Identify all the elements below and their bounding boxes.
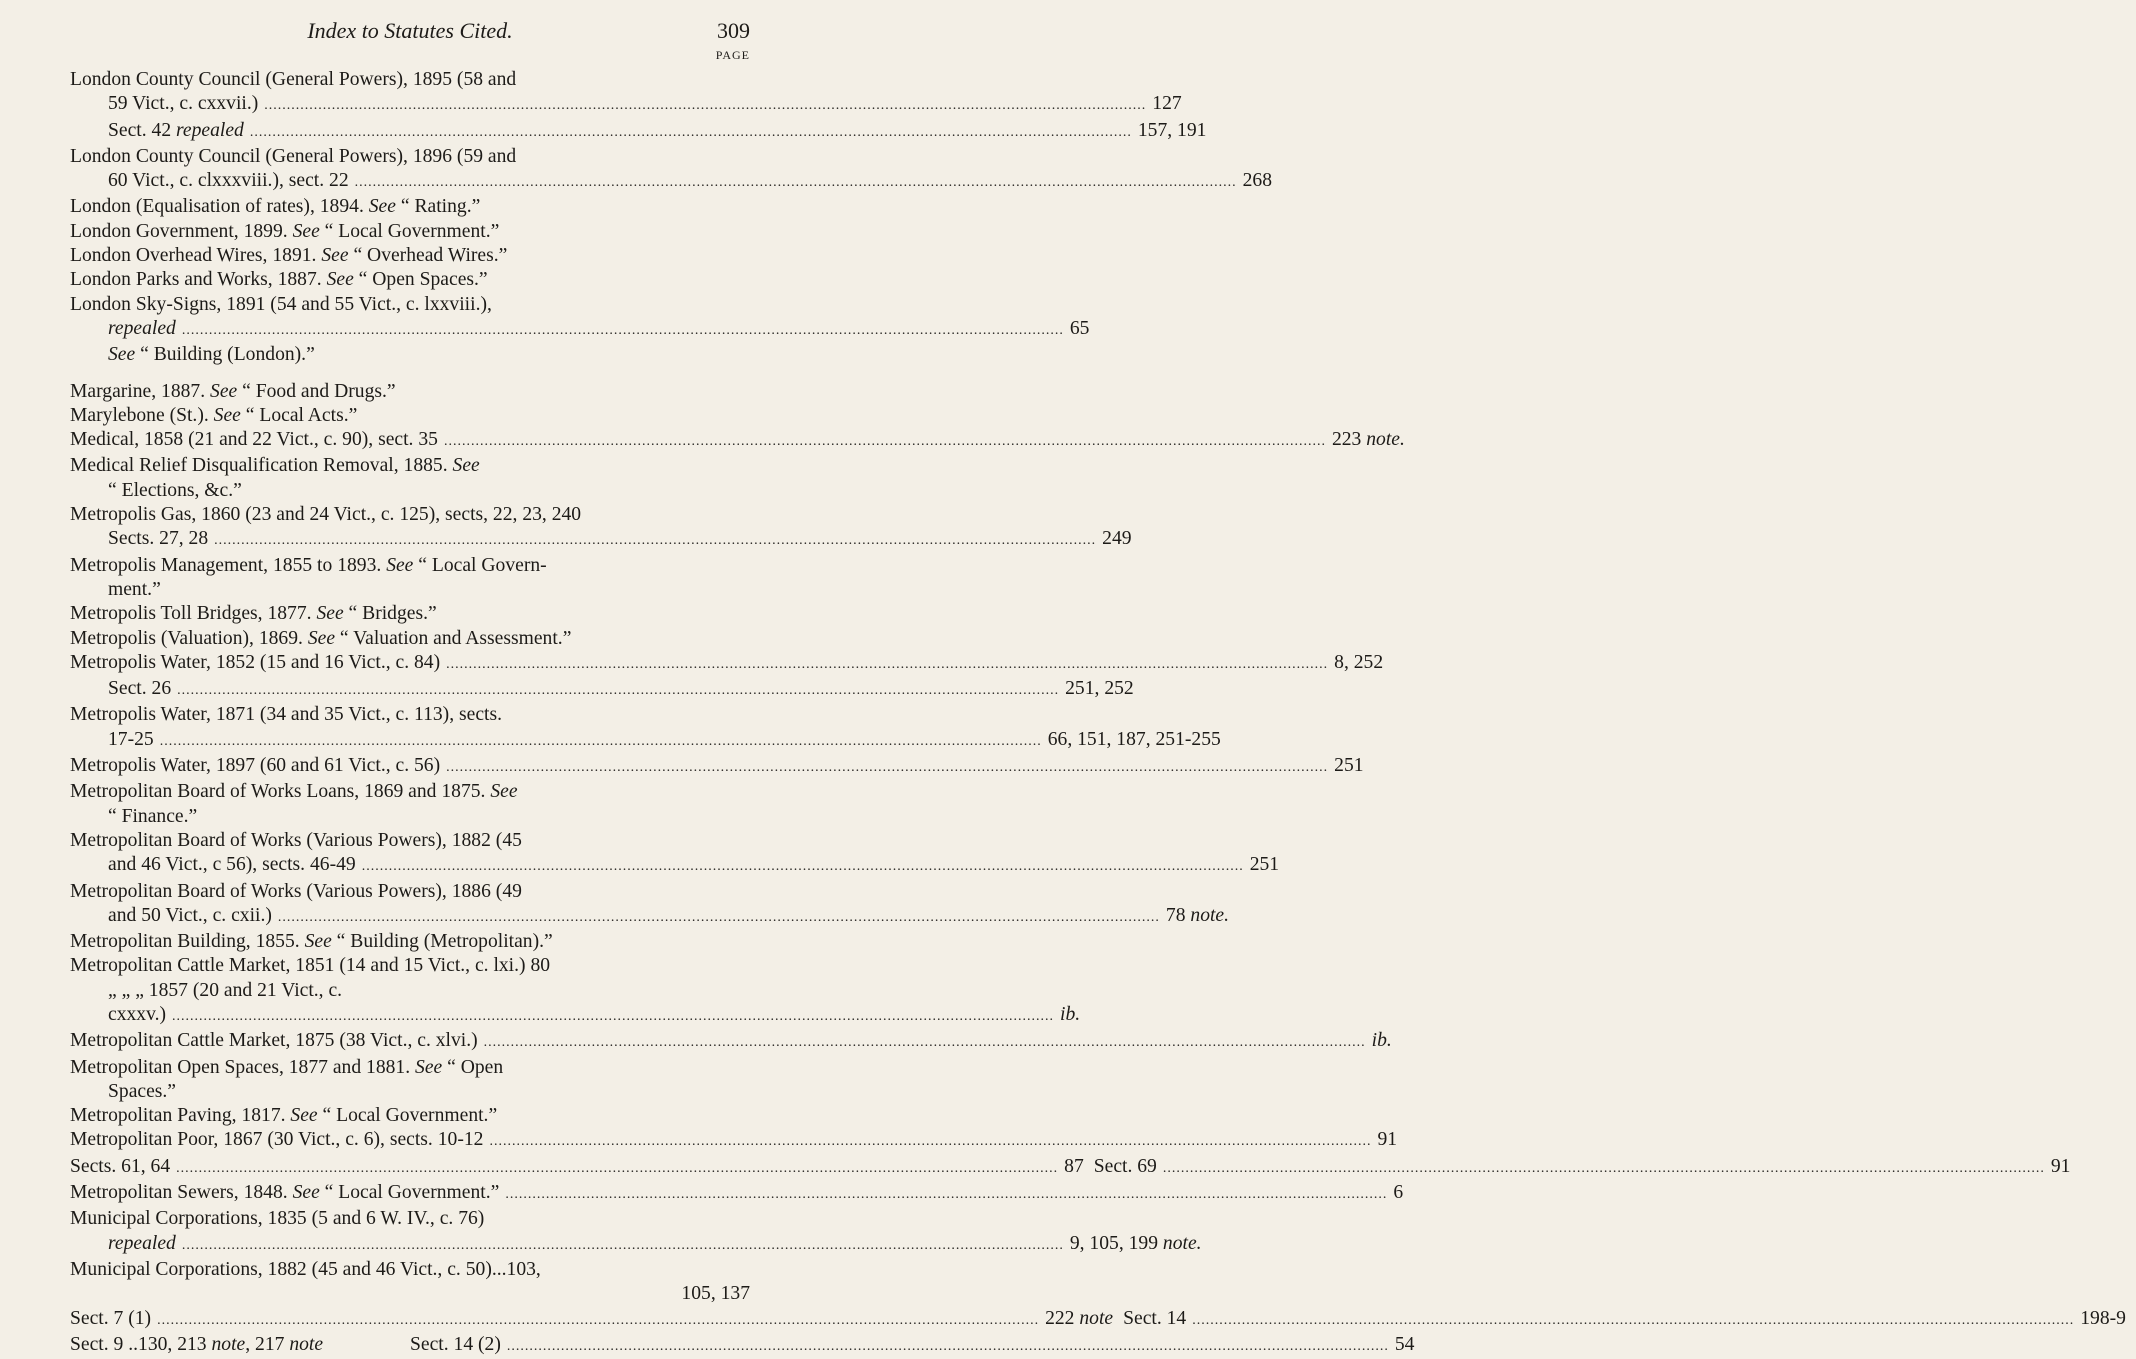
entry-text	[108, 92, 258, 116]
entry-line	[70, 754, 1364, 780]
entry-line	[70, 244, 750, 268]
page-reference	[1060, 1003, 1080, 1027]
index-entry	[70, 1155, 2071, 1181]
index-entry	[70, 1333, 1415, 1359]
entry-text-part: Metropolitan Open Spaces, 1877 and 1881.	[70, 1056, 416, 1078]
entry-line	[70, 651, 1384, 677]
page-number-text: 251, 252	[1065, 678, 1134, 700]
cross-reference: “ Overhead Wires.”	[348, 245, 508, 267]
entry-text-part: Metropolis Toll Bridges, 1877.	[70, 603, 317, 625]
split-right-line	[1094, 1155, 2081, 1181]
entry-line	[70, 1207, 750, 1231]
dot-leader	[507, 1335, 1389, 1359]
see-reference: See	[386, 554, 414, 576]
entry-line	[70, 1056, 750, 1080]
entry-text-part: Metropolitan Cattle Market, 1851 (14 and 15 Vict., c. lxi.) 80	[70, 955, 551, 977]
index-entry	[70, 527, 1132, 553]
page-reference	[1395, 1333, 1415, 1357]
entry-text-part: Metropolitan Cattle Market, 1875 (38 Vict., c. xlvi.)	[70, 1030, 478, 1052]
see-reference: See	[368, 196, 396, 218]
entry-text-part: London Government, 1899.	[70, 220, 293, 242]
index-entry	[70, 195, 750, 219]
entry-subline	[70, 904, 1230, 930]
entry-text	[70, 1307, 151, 1331]
see-reference: See	[292, 1182, 320, 1204]
page-number-text: 268	[1242, 170, 1273, 192]
index-entry	[70, 703, 1221, 754]
entry-text-part: Metropolis Water, 1897 (60 and 61 Vict., c. 56)	[70, 755, 441, 777]
entry-text	[108, 317, 176, 341]
dot-leader	[250, 121, 1132, 145]
index-entry	[70, 930, 750, 954]
entry-text-part: „ „ „ 1857 (20 and 21 Vict., c.	[108, 979, 343, 1001]
index-entry	[70, 1181, 1404, 1207]
dot-leader	[489, 1130, 1371, 1154]
entry-text	[1094, 1155, 1157, 1179]
continued-page-reference	[70, 1282, 750, 1306]
dot-leader	[444, 430, 1326, 454]
dot-leader	[177, 679, 1059, 703]
page-reference	[1372, 1029, 1392, 1053]
page-number-text: 65	[1069, 317, 1090, 339]
dot-leader	[172, 1005, 1054, 1029]
entry-text-part: Metropolis Gas, 1860 (23 and 24 Vict., c. 125), sects, 22, 23, 240	[70, 504, 582, 526]
entry-text-part: Metropolis Water, 1852 (15 and 16 Vict., c. 84)	[70, 651, 441, 673]
page-reference	[1393, 1181, 1403, 1205]
entry-line	[70, 1104, 750, 1128]
page-number-text: 251	[1249, 854, 1280, 876]
see-reference: See	[307, 627, 336, 649]
entry-text-part: Municipal Corporations, 1882 (45 and 46 Vict., c. 50)...103,	[70, 1258, 541, 1280]
dot-leader	[362, 855, 1244, 879]
see-reference: See	[290, 1105, 318, 1127]
entry-text-part: Sect. 69	[1093, 1155, 1157, 1177]
dot-leader	[1163, 1157, 2045, 1181]
entry-line	[70, 454, 750, 478]
cross-reference: “ Open	[442, 1056, 504, 1078]
entry-text-part: Sect. 14 (2)	[410, 1333, 501, 1355]
index-entry	[70, 1056, 750, 1105]
index-entry	[70, 754, 1364, 780]
entry-text-part: Metropolitan Paving, 1817.	[70, 1105, 291, 1127]
entry-text-part: Metropolis Management, 1855 to 1893.	[70, 554, 387, 576]
index-entry	[70, 145, 1273, 196]
index-entry	[70, 880, 1230, 931]
index-entries	[70, 68, 2126, 1359]
entry-text-part: Marylebone (St.).	[70, 404, 214, 426]
entry-line	[70, 930, 750, 954]
index-entry	[70, 979, 750, 1003]
index-entry	[70, 1207, 1202, 1258]
entry-subline	[70, 317, 1090, 343]
entry-text-part: 59 Vict., c. cxxvii.)	[108, 93, 259, 115]
entry-text-part: and 46 Vict., c 56), sects. 46-49	[108, 854, 356, 876]
entry-line	[70, 880, 750, 904]
entry-text-part: Sect. 42	[108, 119, 177, 141]
entry-text-part: Sect. 14	[1123, 1307, 1187, 1329]
dot-leader	[182, 319, 1064, 343]
entry-text-part: Municipal Corporations, 1835 (5 and 6 W. IV., c. 76)	[70, 1208, 485, 1230]
entry-text	[70, 1128, 483, 1152]
entry-text-part: Medical, 1858 (21 and 22 Vict., c. 90), sect. 35	[70, 429, 438, 451]
split-right-line	[1123, 1307, 2136, 1333]
index-entry	[70, 268, 750, 292]
page-number-text: 91	[2050, 1155, 2071, 1177]
index-entry	[70, 503, 750, 527]
note-marker: note.	[1366, 429, 1405, 451]
entry-line	[70, 268, 750, 292]
see-reference: See	[292, 220, 320, 242]
entry-text-part: “ Building (London).”	[135, 344, 315, 366]
index-entry	[70, 68, 1182, 119]
entry-line	[70, 220, 750, 244]
split-right-line	[410, 1333, 1424, 1359]
entry-text	[70, 428, 438, 452]
entry-text	[70, 1155, 170, 1179]
page-reference	[1048, 728, 1221, 752]
repealed-marker: repealed	[108, 1232, 176, 1254]
entry-text	[70, 1181, 499, 1205]
index-entry	[70, 380, 750, 404]
entry-text	[70, 1029, 478, 1053]
cross-reference: “ Bridges.”	[343, 603, 437, 625]
page-reference	[1377, 1128, 1397, 1152]
split-left-line	[70, 1307, 1123, 1333]
see-reference: See	[213, 404, 241, 426]
entry-text-part: London Overhead Wires, 1891.	[70, 245, 322, 267]
page-reference	[1250, 853, 1279, 877]
entry-text	[108, 1232, 176, 1256]
dot-leader	[214, 529, 1096, 553]
split-entry-row	[70, 1155, 2071, 1181]
index-entry	[70, 1128, 1398, 1154]
page-reference	[1332, 428, 1405, 452]
see-reference: See	[415, 1056, 443, 1078]
note-marker: note.	[1190, 904, 1230, 926]
dot-leader	[505, 1183, 1387, 1207]
entry-subline	[70, 1080, 750, 1104]
entry-text	[108, 1003, 166, 1027]
cross-reference: “ Open Spaces.”	[353, 269, 488, 291]
split-left	[70, 1307, 1123, 1333]
note-marker: note	[1079, 1307, 1114, 1329]
index-entry	[70, 829, 1280, 880]
index-entry	[70, 554, 750, 603]
cross-reference: “ Local Acts.”	[240, 404, 358, 426]
note-marker: ib.	[1371, 1030, 1392, 1052]
entry-line	[70, 503, 750, 527]
index-entry	[70, 244, 750, 268]
index-entry	[70, 119, 1207, 145]
entry-text-part: cxxxv.)	[108, 1003, 167, 1025]
entry-text-part: 17-25	[108, 728, 154, 750]
page-reference	[1243, 169, 1272, 193]
page-reference	[1138, 119, 1207, 143]
entry-text-part: Metropolitan Poor, 1867 (30 Vict., c. 6), sects. 10-12	[70, 1129, 484, 1151]
page-reference	[1334, 754, 1363, 778]
entry-line	[70, 1258, 750, 1282]
section-gap	[70, 368, 750, 380]
entry-subline	[70, 578, 750, 602]
entry-text	[108, 119, 244, 143]
index-entry	[70, 404, 750, 428]
entry-subline	[70, 728, 1221, 754]
page-number-text: 105, 137	[681, 1283, 750, 1305]
page-number: 309	[717, 18, 750, 43]
note-marker: note	[211, 1333, 246, 1355]
index-entry	[70, 1003, 1081, 1029]
see-reference: See	[321, 245, 349, 267]
cross-reference: “ Local Govern-	[413, 554, 547, 576]
page-reference	[1045, 1307, 1113, 1331]
entry-line	[70, 404, 750, 428]
entry-text-part: Metropolitan Board of Works (Various Powers), 1882 (45	[70, 829, 522, 851]
entry-subline	[70, 979, 750, 1003]
dot-leader	[484, 1031, 1366, 1055]
note-marker: ib.	[1060, 1003, 1081, 1025]
entry-text-part: Sects. 27, 28	[108, 528, 209, 550]
page-number-text: 9, 105, 199	[1069, 1232, 1163, 1254]
entry-line	[70, 829, 750, 853]
entry-text-part: Sects. 61, 64	[70, 1155, 171, 1177]
see-reference: See	[108, 344, 136, 366]
entry-text-part: Metropolitan Building, 1855.	[70, 931, 305, 953]
entry-text-part: Margarine, 1887.	[70, 380, 211, 402]
note-marker: note	[289, 1333, 324, 1355]
index-entry	[70, 1029, 1392, 1055]
running-header	[70, 18, 750, 52]
entry-text	[70, 651, 440, 675]
page-reference	[1152, 92, 1181, 116]
entry-text-part: London County Council (General Powers), 1895 (58 and	[70, 69, 517, 90]
index-entry	[70, 454, 750, 503]
entry-subline	[70, 169, 1273, 195]
entry-text-part: 60 Vict., c. clxxxviii.), sect. 22	[108, 170, 349, 192]
entry-text-part: Spaces.”	[108, 1080, 177, 1102]
page-number-text: 249	[1102, 528, 1132, 550]
page-number-text: 8, 252	[1334, 651, 1384, 673]
entry-text-part: , 217	[245, 1333, 290, 1355]
entry-subline	[70, 527, 1132, 553]
page-reference	[2080, 1307, 2126, 1331]
page-number-text: 222	[1045, 1307, 1080, 1329]
cross-reference: “ Local Government.”	[317, 1105, 498, 1127]
page-number-text: 78	[1165, 904, 1191, 926]
page-number-text: 54	[1394, 1333, 1415, 1355]
entry-subline	[70, 343, 750, 367]
page-number-text: 66, 151, 187, 251-255	[1047, 728, 1221, 750]
entry-text	[108, 904, 272, 928]
entry-subline	[70, 92, 1182, 118]
split-left-line	[70, 1155, 1094, 1181]
entry-line	[70, 554, 750, 578]
page-reference	[1065, 677, 1134, 701]
split-right	[410, 1333, 1424, 1359]
see-reference: See	[490, 781, 518, 803]
entry-text	[108, 677, 171, 701]
index-page	[70, 18, 2126, 1359]
repealed-marker: repealed	[108, 317, 176, 339]
dot-leader	[446, 653, 1328, 677]
entry-subline	[70, 119, 1207, 145]
running-title: Index to Statutes Cited.	[307, 18, 513, 43]
page-reference	[1070, 1232, 1202, 1256]
entry-subline	[70, 1232, 1202, 1258]
index-entry	[70, 1307, 2126, 1333]
page-reference	[1166, 904, 1229, 928]
page-number-text: 91	[1377, 1129, 1398, 1151]
index-entry	[70, 1258, 750, 1307]
see-reference: See	[210, 380, 238, 402]
dot-leader	[355, 171, 1237, 195]
cross-reference: “ Valuation and Assessment.”	[335, 627, 572, 649]
note-marker: note.	[1162, 1232, 1202, 1254]
dot-leader	[264, 94, 1146, 118]
index-entry	[70, 677, 1134, 703]
entry-line	[70, 293, 750, 317]
split-entry-row	[70, 1333, 1415, 1359]
entry-text-part: ment.”	[108, 578, 161, 600]
index-entry	[70, 428, 1405, 454]
entry-subline	[70, 853, 1280, 879]
entry-text-part: London Parks and Works, 1887.	[70, 269, 327, 291]
dot-leader	[278, 906, 1160, 930]
cross-reference: “ Local Government.”	[319, 220, 500, 242]
dot-leader	[182, 1234, 1064, 1258]
page-column-label: PAGE	[715, 48, 750, 62]
entry-text-part: Sect. 26	[108, 678, 172, 700]
page-reference	[1064, 1155, 1084, 1179]
see-reference: See	[326, 269, 354, 291]
entry-line	[70, 68, 750, 92]
entry-line	[70, 1128, 1398, 1154]
repealed-marker: repealed	[176, 119, 244, 141]
entry-line	[70, 627, 750, 651]
entry-text	[108, 169, 349, 193]
entry-line	[70, 954, 750, 978]
cross-reference: “ Local Government.”	[319, 1182, 500, 1204]
see-reference: See	[316, 603, 344, 625]
index-entry	[70, 602, 750, 626]
index-entry	[70, 954, 750, 978]
entry-line	[70, 428, 1405, 454]
entry-line	[70, 703, 750, 727]
dot-leader	[446, 756, 1328, 780]
entry-subline	[70, 677, 1134, 703]
entry-subline	[70, 1003, 1081, 1029]
entry-text-part: Metropolis (Valuation), 1869.	[70, 627, 308, 649]
split-left-line	[70, 1333, 410, 1357]
page-reference	[1070, 317, 1090, 341]
entry-line	[70, 1029, 1392, 1055]
entry-subline	[70, 479, 750, 503]
page-number-text: 223	[1331, 429, 1367, 451]
page-number-text: 251	[1334, 755, 1364, 777]
page-number-text: 127	[1152, 93, 1182, 115]
dot-leader	[160, 730, 1042, 754]
entry-text-part: “ Finance.”	[108, 805, 198, 827]
page-reference	[1334, 651, 1383, 675]
page-reference	[2051, 1155, 2071, 1179]
entry-text-part: Metropolitan Board of Works Loans, 1869 and 1875.	[70, 781, 491, 803]
split-left	[70, 1333, 410, 1359]
page-number-text: 6	[1393, 1182, 1404, 1204]
entry-line	[70, 195, 750, 219]
entry-text-part: Sect. 7 (1)	[70, 1307, 152, 1329]
index-entry	[70, 651, 1384, 677]
entry-text-part: London County Council (General Powers), 1896 (59 and	[70, 145, 517, 167]
index-entry	[70, 343, 750, 367]
entry-line	[70, 145, 750, 169]
index-entry	[70, 220, 750, 244]
entry-text-part: Medical Relief Disqualification Removal, 1885.	[70, 455, 453, 477]
page-number-text: 198-9	[2080, 1307, 2126, 1329]
cross-reference: “ Building (Metropolitan).”	[331, 931, 553, 953]
dot-leader	[176, 1157, 1058, 1181]
entry-line	[70, 1181, 1404, 1207]
see-reference: See	[304, 931, 332, 953]
entry-subline	[70, 805, 750, 829]
entry-text-part: Metropolis Water, 1871 (34 and 35 Vict., c. 113), sects.	[70, 704, 502, 726]
dot-leader	[157, 1309, 1039, 1333]
entry-text-part: and 50 Vict., c. cxii.)	[108, 904, 272, 926]
split-right	[1123, 1307, 2136, 1333]
entry-text-part: London (Equalisation of rates), 1894.	[70, 196, 369, 218]
entry-text	[108, 853, 356, 877]
split-entry-row	[70, 1307, 2126, 1333]
page-number-text: 87	[1064, 1155, 1084, 1177]
index-entry	[70, 293, 1090, 344]
index-entry	[70, 627, 750, 651]
entry-text-part: Metropolitan Board of Works (Various Powers), 1886 (49	[70, 880, 522, 902]
entry-text-part: “ Elections, &c.”	[108, 479, 242, 501]
page-reference	[1102, 527, 1131, 551]
entry-text-part: Sect. 9 ..130, 213	[70, 1333, 212, 1355]
split-left	[70, 1155, 1094, 1181]
entry-text	[410, 1333, 501, 1357]
entry-text	[108, 728, 154, 752]
entry-text-part: Metropolitan Sewers, 1848.	[70, 1182, 293, 1204]
entry-line	[70, 780, 750, 804]
entry-line	[70, 380, 750, 404]
index-entry	[70, 780, 750, 829]
cross-reference: “ Rating.”	[395, 196, 481, 218]
entry-text	[70, 754, 440, 778]
see-reference: See	[452, 455, 480, 477]
index-entry	[70, 1104, 750, 1128]
cross-reference: “ Food and Drugs.”	[237, 380, 396, 402]
entry-line	[70, 602, 750, 626]
entry-text-part: London Sky-Signs, 1891 (54 and 55 Vict., c. lxxviii.),	[70, 293, 492, 315]
page-number-text: 157, 191	[1137, 119, 1207, 141]
split-right	[1094, 1155, 2081, 1181]
entry-text	[108, 527, 208, 551]
dot-leader	[1192, 1309, 2074, 1333]
entry-text	[1123, 1307, 1186, 1331]
